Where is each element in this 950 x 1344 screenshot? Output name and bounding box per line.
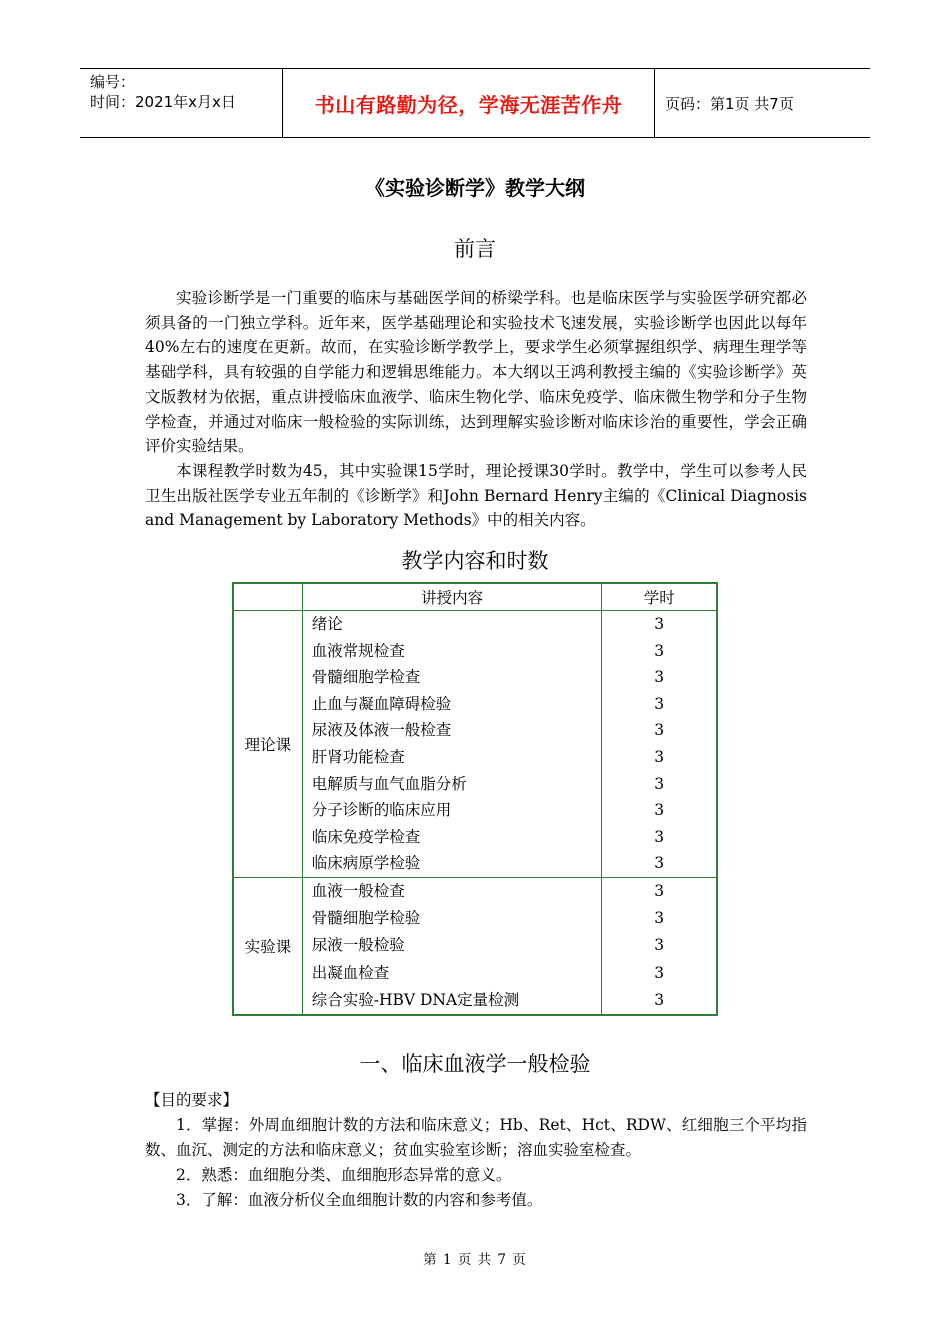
number-label: 编号： xyxy=(90,73,136,91)
theory-item: 尿液及体液一般检查 xyxy=(311,721,452,740)
lab-item: 出凝血检查 xyxy=(311,963,390,982)
theory-hour: 3 xyxy=(654,801,665,820)
page-footer: 第 1 页 共 7 页 xyxy=(423,1252,527,1268)
theory-hour: 3 xyxy=(654,641,665,660)
theory-item: 肝肾功能检查 xyxy=(311,747,405,766)
header-hours-cell: 学时 xyxy=(602,583,717,611)
theory-hour: 3 xyxy=(654,827,665,846)
theory-item: 绪论 xyxy=(311,615,343,633)
theory-hour: 3 xyxy=(654,774,665,793)
theory-item: 血液常规检查 xyxy=(311,641,405,660)
theory-item: 电解质与血气血脂分析 xyxy=(311,774,467,793)
motto-text: 书山有路勤为径，学海无涯苦作舟 xyxy=(314,92,623,117)
lab-category: 实验课 xyxy=(233,877,302,1014)
lab-item: 血液一般检查 xyxy=(311,881,405,900)
lab-hour: 3 xyxy=(654,909,665,928)
preface-paragraph-2: 本课程教学时数为45，其中实验课15学时，理论授课30学时。教学中，学生可以参考人民卫生出版社医学专业五年制的《诊断学》和John Bernard Henry主编的《Clinical Diagnosis and Management by Laboratory Methods》中的相关内容。 xyxy=(145,462,807,530)
lab-hours xyxy=(602,877,717,1014)
theory-item: 临床病原学检验 xyxy=(311,854,421,873)
time-label: 时间：2021年x月x日 xyxy=(90,93,236,111)
page-code: 页码：第1页 共7页 xyxy=(665,94,794,113)
course-hours-table xyxy=(232,582,718,1016)
lab-items xyxy=(302,877,602,1014)
theory-item: 分子诊断的临床应用 xyxy=(311,801,452,820)
theory-hour: 3 xyxy=(654,854,665,873)
theory-items xyxy=(302,611,602,878)
lab-item: 骨髓细胞学检验 xyxy=(311,909,421,928)
section-heading: 一、临床血液学一般检验 xyxy=(359,1052,591,1076)
preface-paragraph-1: 实验诊断学是一门重要的临床与基础医学间的桥梁学科。也是临床医学与实验医学研究都必须具备的一门独立学科。近年来，医学基础理论和实验技术飞速发展，实验诊断学也因此以每年40%左右的速度在更新。故而，在实验诊断学教学上，要求学生必须掌握组织学、病理生理学等基础学科，具有较强的自学能力和逻辑思维能力。本大纲以王鸿利教授主编的《实验诊断学》英文版教材为依据，重点讲授临床血液学、临床生物化学、临床免疫学、临床微生物学和分子生物学检查，并通过对临床一般检验的实际训练，达到理解实验诊断对临床诊治的重要性，学会正确评价实验结果。 xyxy=(145,289,807,456)
lab-hour: 3 xyxy=(654,963,665,982)
document-title: 《实验诊断学》教学大纲 xyxy=(365,176,585,200)
theory-item: 止血与凝血障碍检验 xyxy=(311,694,452,713)
header-page-cell xyxy=(655,69,870,137)
lab-hour: 3 xyxy=(654,881,665,900)
theory-hour: 3 xyxy=(654,721,665,740)
lab-item: 尿液一般检验 xyxy=(311,936,405,955)
theory-row xyxy=(233,611,717,878)
theory-hour: 3 xyxy=(654,694,665,713)
theory-hour: 3 xyxy=(654,668,665,687)
goal-item: 3．了解：血液分析仪全血细胞计数的内容和参考值。 xyxy=(176,1191,543,1209)
goal-item: 1．掌握：外周血细胞计数的方法和临床意义；Hb、Ret、Hct、RDW、红细胞三个平均指数、血沉、测定的方法和临床意义；贫血实验室诊断；溶血实验室检查。 xyxy=(145,1116,807,1159)
goals-block xyxy=(145,1088,807,1213)
goal-item: 2．熟悉：血细胞分类、血细胞形态异常的意义。 xyxy=(176,1166,512,1184)
lab-item: 综合实验-HBV DNA定量检测 xyxy=(311,990,520,1009)
lab-row xyxy=(233,877,717,1014)
theory-item: 临床免疫学检查 xyxy=(311,827,421,846)
header-motto-cell xyxy=(283,69,655,137)
header-empty-cell xyxy=(233,583,302,611)
table-title: 教学内容和时数 xyxy=(401,549,549,573)
lab-hour: 3 xyxy=(654,936,665,955)
header-content-cell: 讲授内容 xyxy=(302,583,602,611)
theory-item: 骨髓细胞学检查 xyxy=(311,668,421,687)
preface-heading: 前言 xyxy=(454,237,496,261)
table-header-row xyxy=(233,583,717,611)
goals-label: 【目的要求】 xyxy=(145,1091,239,1109)
theory-hour: 3 xyxy=(654,615,665,633)
theory-category: 理论课 xyxy=(233,611,302,878)
theory-hour: 3 xyxy=(654,747,665,766)
header-meta-cell xyxy=(80,69,283,137)
theory-hours xyxy=(602,611,717,878)
document-header xyxy=(80,68,870,138)
lab-hour: 3 xyxy=(654,990,665,1009)
